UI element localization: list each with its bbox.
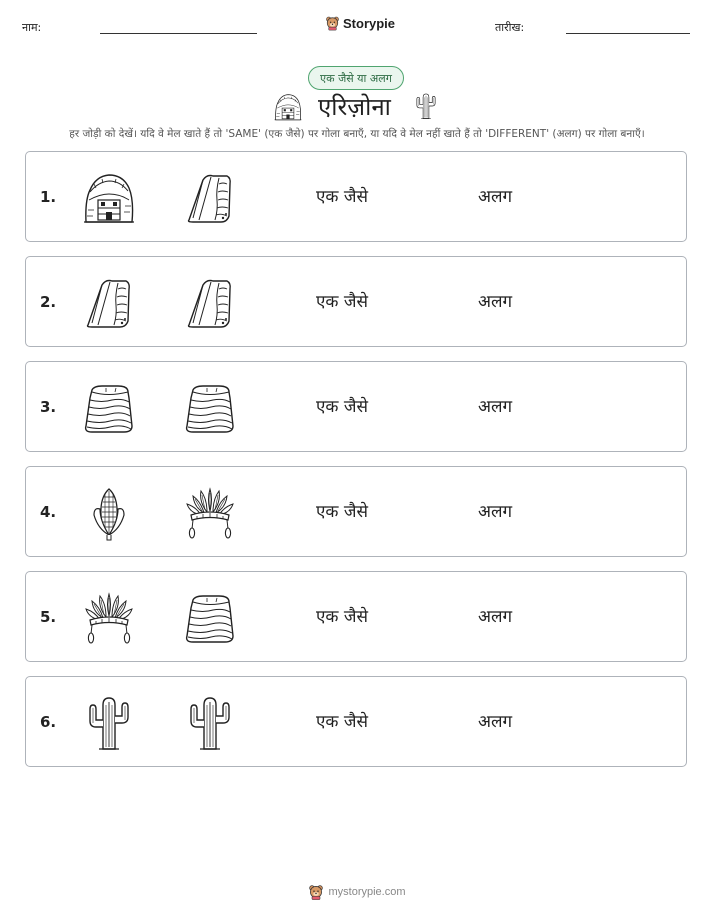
- question-number: 4.: [40, 503, 57, 521]
- same-option[interactable]: एक जैसे: [316, 607, 368, 627]
- headdress-icon: [82, 590, 136, 646]
- sandstone-rock-icon: [82, 275, 136, 331]
- footer-website: mystorypie.com: [328, 886, 406, 898]
- name-field-line: [100, 33, 257, 34]
- footer: [0, 884, 714, 900]
- brand-name: Storypie: [343, 15, 396, 31]
- brand-logo: [325, 13, 395, 33]
- same-option[interactable]: एक जैसे: [316, 292, 368, 312]
- butte-rock-icon: [183, 590, 237, 646]
- question-row: [25, 571, 687, 662]
- storypie-bear-icon: [308, 884, 324, 900]
- different-option[interactable]: अलग: [478, 187, 513, 207]
- page-title: एरिज़ोना: [318, 93, 391, 121]
- sandstone-rock-icon: [183, 170, 237, 226]
- corn-icon: [82, 485, 136, 541]
- activity-type-badge: एक जैसे या अलग: [308, 66, 404, 90]
- butte-rock-icon: [82, 380, 136, 436]
- same-option[interactable]: एक जैसे: [316, 397, 368, 417]
- question-row: [25, 676, 687, 767]
- headdress-icon: [183, 485, 237, 541]
- question-number: 5.: [40, 608, 57, 626]
- different-option[interactable]: अलग: [478, 607, 513, 627]
- worksheet-header: [0, 0, 714, 50]
- cactus-icon: [413, 90, 439, 122]
- instructions: हर जोड़ी को देखें। यदि वे मेल खाते हैं तो 'SAME' (एक जैसे) पर गोला बनाएँ, या यदि वे मेल नहीं खाते हैं तो 'DIFFERENT' (अलग) पर गोला बनाएँ।: [69, 128, 645, 140]
- different-option[interactable]: अलग: [478, 712, 513, 732]
- question-number: 3.: [40, 398, 57, 416]
- cactus-icon: [82, 695, 136, 751]
- question-row: [25, 256, 687, 347]
- date-label: तारीख:: [495, 21, 525, 34]
- cliff-dwelling-icon: [82, 170, 136, 226]
- butte-rock-icon: [183, 380, 237, 436]
- same-option[interactable]: एक जैसे: [316, 187, 368, 207]
- question-number: 1.: [40, 188, 57, 206]
- same-option[interactable]: एक जैसे: [316, 712, 368, 732]
- cactus-icon: [183, 695, 237, 751]
- name-label: नाम:: [22, 21, 42, 34]
- different-option[interactable]: अलग: [478, 292, 513, 312]
- question-row: [25, 361, 687, 452]
- cliff-dwelling-icon: [272, 92, 304, 122]
- sandstone-rock-icon: [183, 275, 237, 331]
- question-row: [25, 466, 687, 557]
- storypie-bear-icon: [325, 15, 340, 31]
- different-option[interactable]: अलग: [478, 397, 513, 417]
- title-row: [0, 90, 714, 124]
- question-number: 6.: [40, 713, 57, 731]
- date-field-line: [566, 33, 690, 34]
- question-number: 2.: [40, 293, 57, 311]
- question-row: [25, 151, 687, 242]
- same-option[interactable]: एक जैसे: [316, 502, 368, 522]
- different-option[interactable]: अलग: [478, 502, 513, 522]
